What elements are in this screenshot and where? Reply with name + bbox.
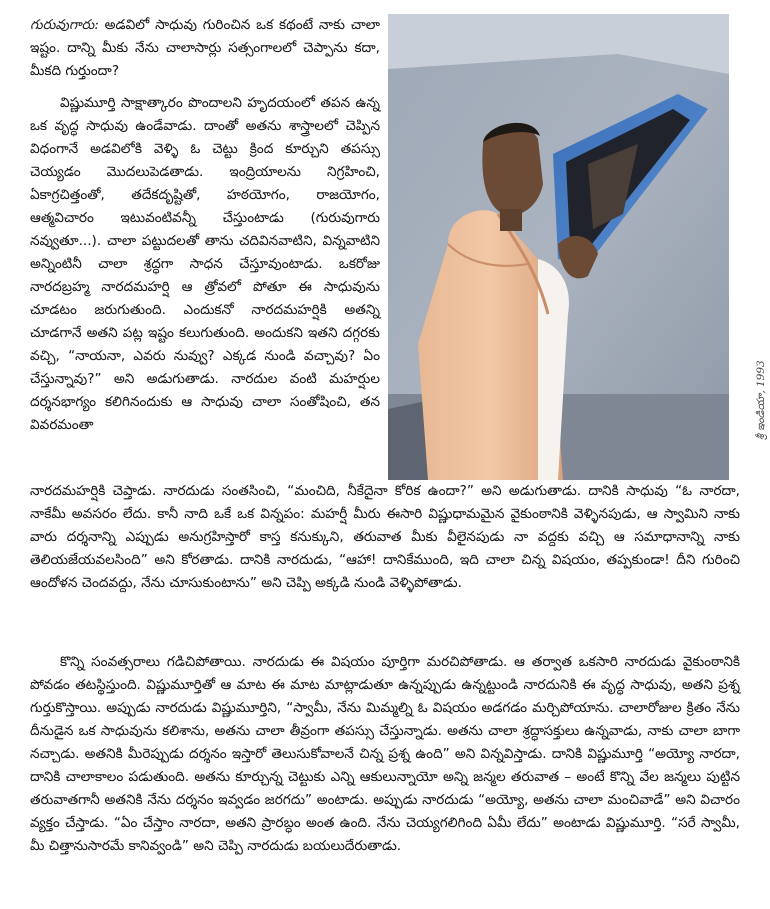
- photograph: [388, 14, 729, 480]
- photo-caption: శ్రీ ఇండియా, 1993: [755, 360, 767, 440]
- story-paragraph-continued: నారదమహర్షికి చెప్తాడు. నారదుడు సంతసించి, “మంచిది, నీకేదైనా కోరిక ఉందా?” అని అడుగుతాడు. దానికి సాధువు “ఓ నారదా, నాకేమీ అవసరం లేదు. కానీ నాది ఒకే ఒక విన్నపం: మహర్షీ మీరు ఈసారి విష్ణుధామమైన వైకుంఠానికి వెళ్ళినపుడు, ఆ స్వామిని నాకు వారు దర్శనాన్ని ఎప్పుడు అనుగ్రహిస్తారో కాస్త కనుక్కుని, తరువాత మీకు వీలైనపుడు నా వద్దకు వచ్చి ఆ సమాధానాన్ని నాకు తెలియజేయవలసింది” అని కోరతాడు. దానికి నారదుడు, “ఆహా! దానికేముంది, ఇది చాలా చిన్న విషయం, తప్పకుండా! దీని గురించి ఆందోళన చెందవద్దు, నేను చూసుకుంటాను” అని చెప్పి అక్కడి నుండి వెళ్ళిపోతాడు.: [30, 483, 740, 591]
- story-paragraph-column: విష్ణుమూర్తి సాక్షాత్కారం పొందాలని హృదయంలో తపన ఉన్న ఒక వృద్ధ సాధువు ఉండేవాడు. దాంతో అతను శాస్త్రాలలో చెప్పిన విధంగానే అడవిలోకి వెళ్ళి ఓ చెట్టు క్రింద కూర్చుని తపస్సు చెయ్యడం మొదలుపెడతాడు. ఇంద్రియాలను నిగ్రహించి, ఏకాగ్రచిత్తంతో, తదేకదృష్టితో, హఠయోగం, రాజయోగం, ఆత్మవిచారం ఇటువంటివన్నీ చేస్తుంటాడు (గురువుగారు నవ్వుతూ...). చాలా పట్టుదలతో తాను చదివినవాటిని, విన్నవాటిని అన్నింటినీ చాలా శ్రద్ధగా సాధన చేస్తూవుంటాడు. ఒకరోజు నారదబ్రహ్మ నారదమహర్షి ఆ త్రోవలో పోతూ ఈ సాధువును చూడటం జరుగుతుంది. ఎందుకనో నారదమహర్షికి అతన్ని చూడగానే అతని పట్ల ఇష్టం కలుగుతుంది. అందుకని ఇతని దగ్గరకు వచ్చి, “నాయనా, ఎవరు నువ్వు? ఎక్కడ నుండి వచ్చావు? ఏం చేస్తున్నావు?” అని అడుగుతాడు. నారదుల వంటి మహర్షుల దర్శనభాగ్యం కలిగినందుకు ఆ సాధువు చాలా సంతోషించి, తన వివరమంతా: [30, 95, 380, 433]
- full-width-text-2: [30, 651, 740, 858]
- story-paragraph-3: కొన్ని సంవత్సరాలు గడిచిపోతాయి. నారదుడు ఈ విషయం పూర్తిగా మరచిపోతాడు. ఆ తర్వాత ఒకసారి నారదుడు వైకుంఠానికి పోవడం తటస్థిస్తుంది. విష్ణుమూర్తితో ఆ మాట ఈ మాట మాట్లాడుతూ ఉన్నప్పుడు ఉన్నట్టుండి నారదునికి ఈ వృద్ధ సాధువు, అతని ప్రశ్న గుర్తుకొస్తాయి. అప్పుడు నారదుడు విష్ణుమూర్తిని, “స్వామీ, నేను మిమ్మల్ని ఓ విషయం అడగడం మర్చిపోయాను. చాలారోజుల క్రితం నేను దీనుడైన ఒక సాధువును కలిశాను, అతను చాలా తీవ్రంగా తపస్సు చేస్తున్నాడు. అతను చాలా శ్రద్ధాసక్తులు ఉన్నవాడు, నాకు చాలా బాగా నచ్చాడు. అతనికి మీరెప్పుడు దర్శనం ఇస్తారో తెలుసుకోవాలనే చిన్న ప్రశ్న ఉంది” అని విన్నవిస్తాడు. దానికి విష్ణుమూర్తి “అయ్యో నారదా, దానికి చాలాకాలం పడుతుంది. అతను కూర్చున్న చెట్టుకు ఎన్ని ఆకులున్నాయో అన్ని జన్మల తరువాత – అంటే కొన్ని వేల జన్మలు పుట్టిన తరువాతగానీ అతనికి నేను దర్శనం ఇవ్వడం జరగదు” అంటాడు. అప్పుడు నారదుడు “అయ్యో, అతను చాలా మంచివాడే” అని విచారం వ్యక్తం చేస్తాడు. “ఏం చేస్తాం నారదా, అతని ప్రారబ్ధం అంత ఉంది. నేను చెయ్యగలిగింది ఏమీ లేదు” అంటాడు విష్ణుమూర్తి. “సరే స్వామీ, మీ చిత్తానుసారమే కానివ్వండి” అని చెప్పి నారదుడు బయలుదేరుతాడు.: [30, 654, 740, 854]
- left-text-column: [30, 14, 380, 437]
- lead-text: అడవిలో సాధువు గురించిన ఒక కథంటే నాకు చాలా ఇష్టం. దాన్ని మీకు నేను చాలాసార్లు సత్సంగాలలో చెప్పాను కదా, మీకది గుర్తుందా?: [30, 17, 380, 79]
- photo-frame: [388, 14, 729, 480]
- speaker-label: గురువుగారు:: [30, 17, 99, 33]
- full-width-text: [30, 480, 740, 595]
- lead-paragraph: [30, 14, 380, 83]
